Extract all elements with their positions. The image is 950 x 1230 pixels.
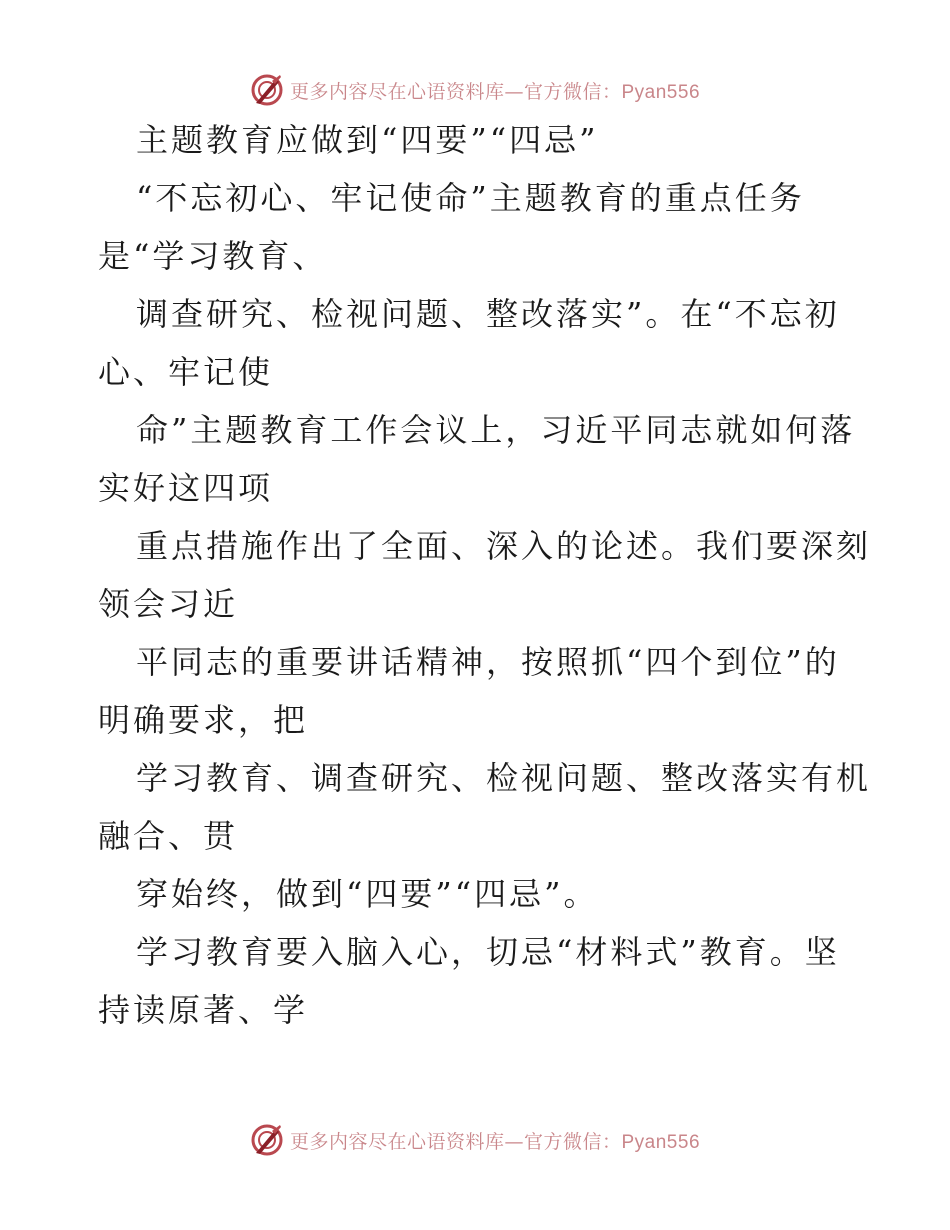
text-line: 主题教育应做到“四要”“四忌” (136, 121, 599, 159)
text-line: 学习教育、调查研究、检视问题、整改落实有机 (136, 759, 872, 797)
watermark-dash: — (504, 1130, 524, 1153)
watermark-text (290, 1127, 700, 1154)
watermark-account: Pyan556 (621, 1131, 701, 1153)
quill-logo-icon (250, 73, 284, 107)
text-line: “不忘初心、牢记使命”主题教育的重点任务 (136, 179, 805, 217)
text-line: 心、牢记使 (98, 353, 274, 391)
text-line: 调查研究、检视问题、整改落实”。在“不忘初 (136, 295, 840, 333)
text-line: 是“学习教育、 (98, 237, 328, 275)
header-watermark (0, 70, 950, 110)
text-line: 明确要求，把 (98, 701, 309, 739)
watermark-official: 官方微信： (523, 80, 622, 103)
text-line: 实好这四项 (98, 469, 274, 507)
footer-watermark (0, 1120, 950, 1160)
text-line: 学习教育要入脑入心，切忌“材料式”教育。坚 (136, 933, 840, 971)
text-line: 领会习近 (98, 585, 239, 623)
text-line: 持读原著、学 (98, 991, 309, 1029)
text-line: 命”主题教育工作会议上，习近平同志就如何落 (136, 411, 856, 449)
text-line: 融合、贯 (98, 817, 239, 855)
watermark-account: Pyan556 (621, 81, 701, 103)
text-line: 平同志的重要讲话精神，按照抓“四个到位”的 (136, 643, 840, 681)
text-line: 穿始终，做到“四要”“四忌”。 (136, 875, 599, 913)
text-line: 重点措施作出了全面、深入的论述。我们要深刻 (136, 527, 872, 565)
watermark-dash: — (504, 80, 524, 103)
quill-logo-icon (250, 1123, 284, 1157)
watermark-slogan: 更多内容尽在心语资料库 (289, 1130, 505, 1153)
watermark-official: 官方微信： (523, 1130, 622, 1153)
watermark-slogan: 更多内容尽在心语资料库 (289, 80, 505, 103)
watermark-text (290, 77, 700, 104)
